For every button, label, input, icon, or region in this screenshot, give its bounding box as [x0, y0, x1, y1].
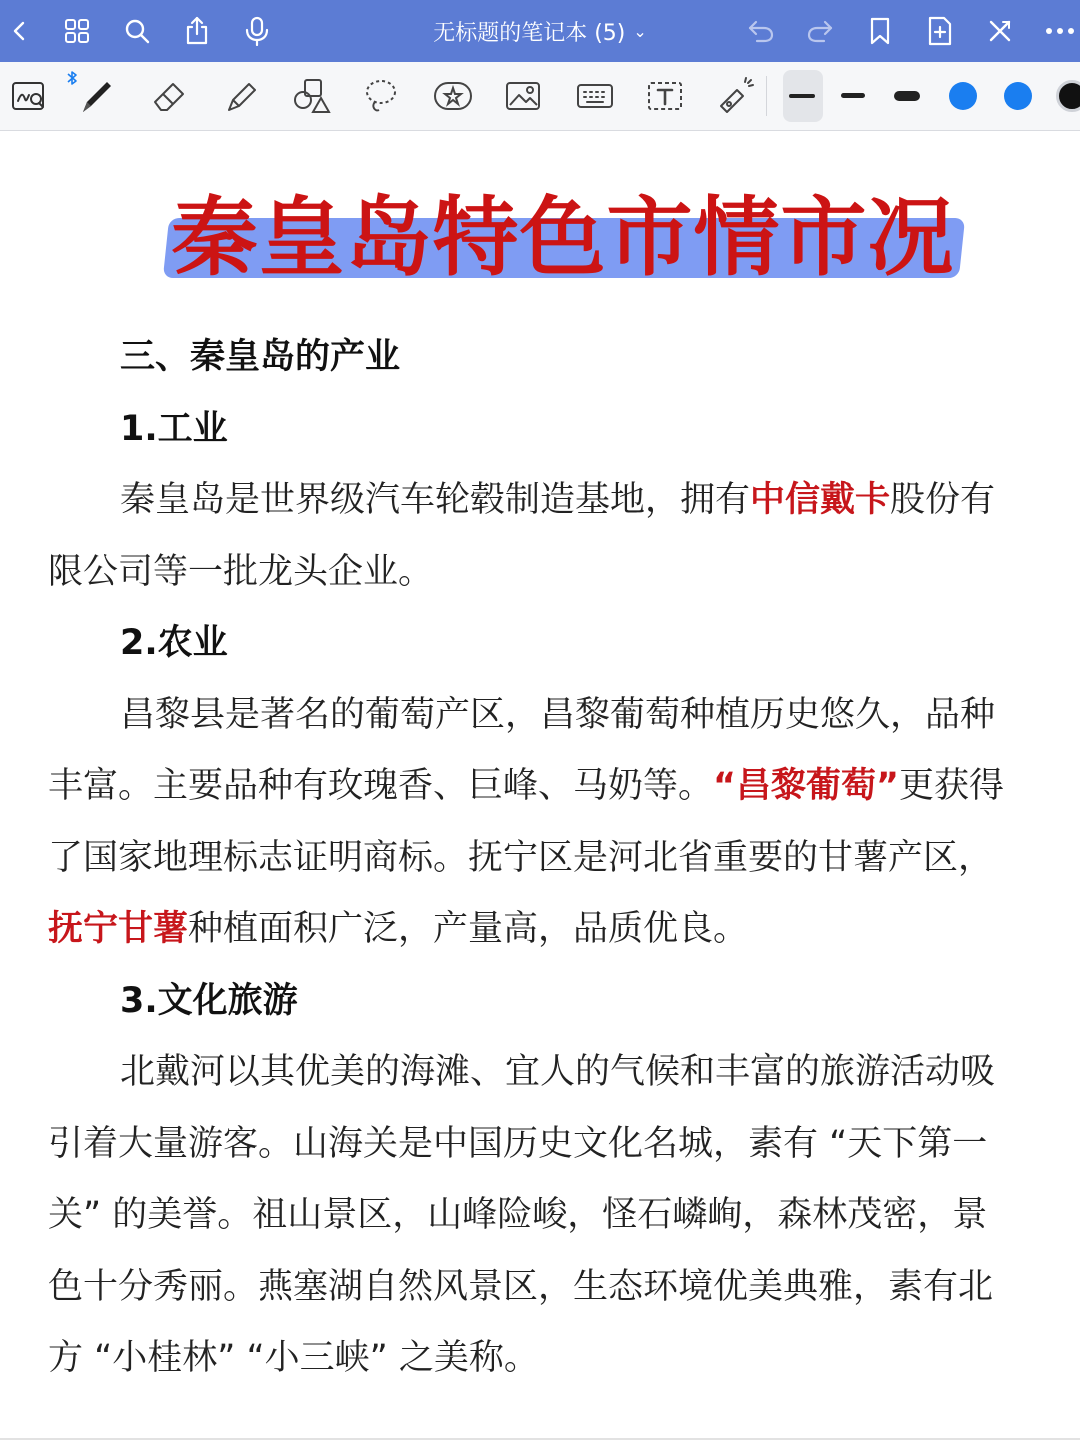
agriculture-heading: 2.农业: [120, 623, 228, 663]
industry-highlight: 中信戴卡: [750, 480, 891, 520]
close-icon[interactable]: [980, 11, 1020, 51]
shapes-icon[interactable]: [288, 74, 334, 118]
industry-text-before: 秦皇岛是世界级汽车轮毂制造基地，拥有: [120, 480, 751, 520]
sticker-icon[interactable]: [430, 74, 476, 118]
stroke-thin-option[interactable]: [783, 70, 823, 122]
stroke-medium-preview: [841, 93, 865, 98]
add-page-icon[interactable]: [920, 11, 960, 51]
industry-text-after: 股份有限公司等一批龙头企业。: [48, 480, 996, 592]
back-icon[interactable]: [0, 11, 40, 51]
search-icon[interactable]: [117, 11, 157, 51]
stroke-thin-preview: [789, 94, 815, 98]
agriculture-text-1: 昌黎县是著名的葡萄产区，昌黎葡萄种植历史悠久，品种丰富。主要品种有玫瑰香、巨峰、马奶等。: [48, 694, 996, 806]
stroke-thick-preview: [894, 91, 920, 101]
section-heading: 三、秦皇岛的产业: [120, 337, 401, 377]
redo-icon[interactable]: [800, 11, 840, 51]
toolbar-separator: [766, 76, 767, 116]
notebook-title-text: 无标题的笔记本 (5): [433, 20, 626, 46]
text-box-icon[interactable]: [642, 74, 688, 118]
stroke-thick-option[interactable]: [886, 70, 930, 122]
drawing-toolbar: [0, 62, 1080, 131]
page-title: 秦皇岛特色市情市况: [171, 188, 955, 288]
chevron-down-icon: ⌄: [633, 21, 647, 41]
color-swatch-blue-2[interactable]: [1004, 82, 1032, 110]
tourism-heading: 3.文化旅游: [120, 980, 298, 1021]
laser-pointer-icon[interactable]: [712, 74, 758, 118]
more-icon[interactable]: [1040, 11, 1080, 51]
bookmark-icon[interactable]: [860, 11, 900, 51]
agriculture-paragraph: [48, 680, 1010, 966]
notebook-title[interactable]: [330, 0, 750, 62]
industry-heading: 1.工业: [120, 408, 228, 449]
stroke-medium-option[interactable]: [833, 70, 873, 122]
document-body: [48, 322, 1010, 1395]
highlighter-icon[interactable]: [218, 74, 264, 118]
pen-icon[interactable]: [74, 74, 120, 118]
zoom-handwriting-icon[interactable]: [6, 74, 52, 118]
color-swatch-blue-1[interactable]: [949, 82, 977, 110]
agriculture-text-2: 更获得了国家地理标志证明商标。抚宁区是河北省重要的甘薯产区，: [48, 766, 1005, 878]
color-swatch-black-selected[interactable]: [1056, 80, 1080, 112]
agriculture-highlight-1: “昌黎葡萄”: [713, 766, 900, 806]
keyboard-icon[interactable]: [572, 74, 618, 118]
lasso-icon[interactable]: [358, 74, 404, 118]
tourism-paragraph: 北戴河以其优美的海滩、宜人的气候和丰富的旅游活动吸引着大量游客。山海关是中国历史文化名城，素有 “天下第一关” 的美誉。祖山景区，山峰险峻，怪石嶙峋，森林茂密，景色十分秀丽。燕塞湖自然风景区，生态环境优美典雅，素有北方 “小桂林” “小三峡” 之美称。: [48, 1052, 996, 1378]
eraser-icon[interactable]: [146, 74, 192, 118]
undo-icon[interactable]: [741, 11, 781, 51]
image-icon[interactable]: [500, 74, 546, 118]
agriculture-highlight-2: 抚宁甘薯: [48, 909, 189, 949]
share-icon[interactable]: [177, 11, 217, 51]
grid-icon[interactable]: [57, 11, 97, 51]
microphone-icon[interactable]: [237, 11, 277, 51]
page-title-block: [158, 170, 968, 290]
industry-paragraph: [48, 465, 1010, 608]
agriculture-text-3: 种植面积广泛，产量高，品质优良。: [188, 909, 749, 949]
top-navigation-bar: [0, 0, 1080, 62]
